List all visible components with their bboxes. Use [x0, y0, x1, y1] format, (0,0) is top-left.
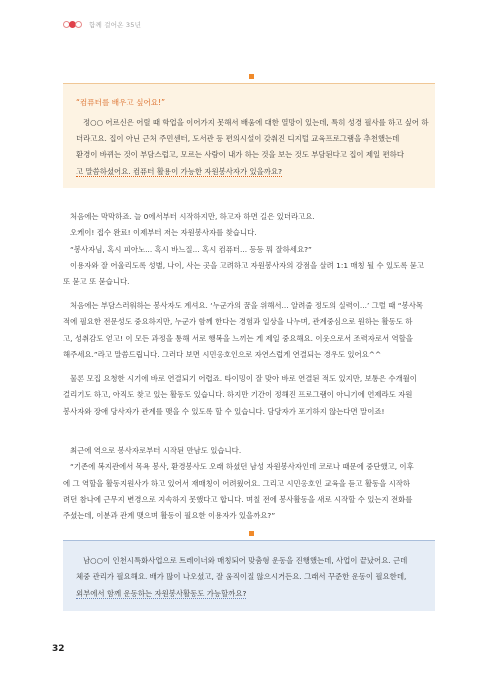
paragraph: [63, 443, 443, 524]
quote-underlined-text: 외부에서 함께 운동하는 자원봉사활동도 가능할까요?: [76, 588, 247, 598]
quote-line: 체중 관리가 필요해요. 배가 많이 나오셨고, 잘 움직이질 않으시거든요. 그래서 꾸준한 운동이 필요한데,: [76, 572, 407, 582]
section-marker-icon: [249, 531, 254, 536]
paragraph: [63, 298, 443, 363]
quote-underlined-text: 고 말씀하셨어요. 컴퓨터 활용이 가능한 자원봉사자가 있을까요?: [76, 166, 282, 176]
paragraph-line: 최근에 역으로 봉사자로부터 시작된 만남도 있습니다.: [70, 446, 242, 455]
quote-line: 남○○이 인천시특화사업으로 트레이너와 매칭되어 맞춤형 운동을 진행했는데, 사업이 끝났어요. 근데: [83, 556, 408, 565]
paragraph-line: 처음에는 부담스러워하는 봉사자도 계셔요. ‘누군가의 꿈을 위해서... 알려줄 정도의 실력이...’ 그럴 때 “봉사목: [70, 301, 424, 310]
paragraph: [63, 371, 443, 420]
paragraph-line: 해주세요.”라고 말씀드립니다. 그러다 보면 시민옹호인으로 자연스럽게 연결되는 경우도 있어요^^: [63, 349, 382, 359]
quote-line: 환경이 바뀌는 것이 부담스럽고, 모르는 사람이 내가 하는 것을 보는 것도 부담된다고 집이 제일 편하다: [76, 150, 404, 160]
quote-line: 더라고요. 집이 아닌 근처 주민센터, 도서관 등 편의시설이 갖춰진 디지털 교육프로그램을 추천했는데: [76, 134, 400, 144]
section-marker-icon: [249, 74, 254, 79]
quote-line: 정○○ 어르신은 어릴 때 학업을 이어가지 못해서 배움에 대한 열망이 있는데, 특히 성경 필사를 하고 싶어 하: [83, 118, 429, 127]
paragraph-line: 봉사자와 장애 당사자가 관계를 맺을 수 있도록 할 수 있습니다. 담당자가 포기하지 않는다면 말이죠!: [63, 406, 385, 416]
paragraph-line: 오케이! 접수 완료! 이제부터 저는 자원봉사자를 찾습니다.: [70, 228, 257, 238]
paragraph-line: “기존에 복지관에서 목욕 봉사, 환경봉사도 오래 하셨던 남성 자원봉사자인데 코로나 때문에 중단했고, 이후: [70, 462, 414, 472]
quote-box-computer: [63, 83, 435, 188]
paragraph-line: 이용자와 잘 어울리도록 성별, 나이, 사는 곳을 고려하고 자원봉사자의 강점을 살려 1:1 매칭 될 수 있도록 묻고: [70, 260, 425, 270]
running-header: [63, 17, 141, 31]
dot-outline-icon: [75, 21, 82, 28]
header-dots-icon: [63, 21, 82, 28]
paragraph-line: 고, 성취감도 얻고! 이 모든 과정을 통해 서로 행복을 느끼는 게 제일 중요해요. 이웃으로서 조력자로서 역할을: [63, 333, 413, 343]
quote-line: [76, 586, 422, 602]
paragraph-line: 또 묻고 또 묻습니다.: [63, 277, 130, 287]
paragraph-line: 려던 참나에 근무지 변경으로 지속하지 못했다고 합니다. 며칠 전에 봉사활동을 새로 시작할 수 있는지 전화를: [63, 494, 413, 504]
paragraph-line: 적에 필요한 전문성도 중요하지만, 누군가 함께 한다는 경험과 일상을 나누며, 관계중심으로 원하는 활동도 하: [63, 317, 413, 327]
paragraph-line: 에 그 역할을 활동지원사가 하고 있어서 재매칭이 어려웠어요. 그리고 시민옹호인 교육을 듣고 활동을 시작하: [63, 478, 411, 488]
page-number: 32: [52, 644, 65, 654]
paragraph-line: 처음에는 막막하죠. 늘 0에서부터 시작하지만, 하고자 하면 길은 있더라고요.: [70, 212, 315, 221]
paragraph-line: 주셨는데, 이분과 관계 맺으며 활동이 필요한 이용자가 있을까요?”: [63, 511, 276, 521]
paragraph: [63, 209, 443, 290]
paragraph-line: “봉사자님, 혹시 피아노... 혹시 바느질... 혹시 컴퓨터... 등등 뭐 잘하세요?”: [70, 244, 312, 254]
header-title: 함께 걸어온 35년: [89, 20, 142, 29]
paragraph-line: 물론 모집 요청한 시기에 바로 연결되기 어렵죠. 타이밍이 잘 맞아 바로 연결된 적도 있지만, 보통은 수개월이: [70, 374, 417, 383]
quote-box-exercise: [63, 540, 435, 611]
paragraph-line: 걸리기도 하고, 아직도 찾고 있는 활동도 있습니다. 하지만 기간이 정해진 프로그램이 아니기에 언제라도 자원: [63, 390, 413, 400]
quote-title: “컴퓨터를 배우고 싶어요!”: [76, 98, 166, 107]
quote-line: [76, 164, 422, 180]
